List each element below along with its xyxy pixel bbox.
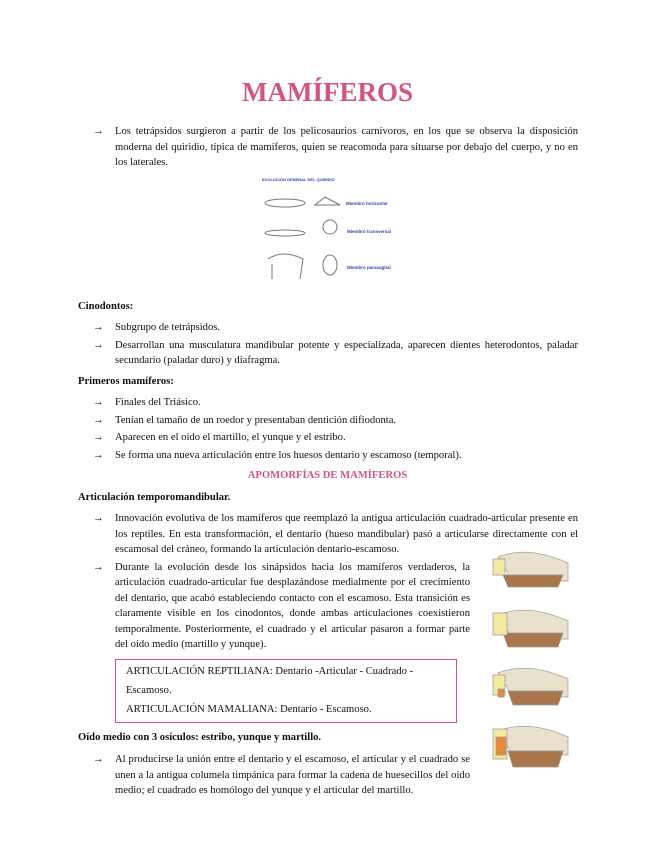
figure-label: Miembro transversal	[347, 228, 392, 234]
section-heading: Cinodontos:	[78, 300, 134, 312]
bullet: → Durante la evolución desde los sinápsidos hacia los mamíferos verdaderos, la articulación cuadrado-articular fue desplazándose medialmente por el crecimiento del dentario, que acabó estableciendo contacto con el escamoso. Esta transición es claramente visible en los cinodontos, donde ambas articulaciones coexistieron temporalmente. Posteriormente, el cuadrado y el articular pasaron a formar parte del oído medio (martillo y yunque).	[115, 560, 470, 653]
quiridio-figure	[0, 175, 655, 293]
section-subtitle: APOMORFÍAS DE MAMÍFEROS	[247, 470, 408, 481]
section-heading: Articulación temporomandibular.	[78, 491, 231, 503]
bullet: → Se forma una nueva articulación entre los huesos dentario y escamoso (temporal).	[115, 448, 578, 464]
skull-evolution-figure	[478, 545, 578, 780]
figure-label: Miembro parasagital	[347, 264, 391, 270]
bullet: → Finales del Triásico.	[115, 395, 578, 411]
limb-posture-drawings	[260, 189, 344, 287]
articulation-box	[115, 659, 457, 723]
intro-bullet: → Los tetrápsidos surgieron a partir de los pelicosaurios carnívoros, en los que se observa la disposición moderna del quiridio, típica de mamíferos, quien se reacomoda para situarse por debajo del cuerpo, y no en los laterales.	[115, 124, 578, 171]
bullet: → Innovación evolutiva de los mamíferos que reemplazó la antigua articulación cuadrado-articular presente en los reptiles. En esta transformación, el dentario (hueso mandibular) pasó a articularse directamente con el escamosal del cráneo, formando la articulación dentario-escamoso.	[115, 511, 578, 558]
bullet: → Tenían el tamaño de un roedor y presentaban dentición difiodonta.	[115, 413, 578, 429]
box-line: ARTICULACIÓN REPTILIANA: Dentario -Articular - Cuadrado - Escamoso.	[126, 665, 414, 696]
bullet: → Desarrollan una musculatura mandibular potente y especializada, aparecen dientes heterodontos, paladar secundario (paladar duro) y diafragma.	[115, 338, 578, 369]
bullet: → Subgrupo de tetrápsidos.	[115, 320, 578, 336]
page-title: MAMÍFEROS	[242, 77, 413, 107]
box-line: ARTICULACIÓN MAMALIANA: Dentario - Escamoso.	[126, 703, 372, 715]
figure-title: EVOLUCIÓN GENERAL DEL QUIRIDIO	[262, 176, 335, 182]
bullet: → Al producirse la unión entre el dentario y el escamoso, el articular y el cuadrado se unen a la antigua columela timpánica para formar la cadena de huesecillos del oído medio; el cuadrado es homólogo del yunque y el articular del martillo.	[115, 752, 470, 799]
section-heading: Primeros mamíferos:	[78, 375, 174, 387]
section-heading: Oído medio con 3 osículos: estribo, yunque y martillo.	[78, 731, 322, 743]
figure-label: Miembro horizontal	[346, 200, 388, 206]
bullet: → Aparecen en el oído el martillo, el yunque y el estribo.	[115, 430, 578, 446]
